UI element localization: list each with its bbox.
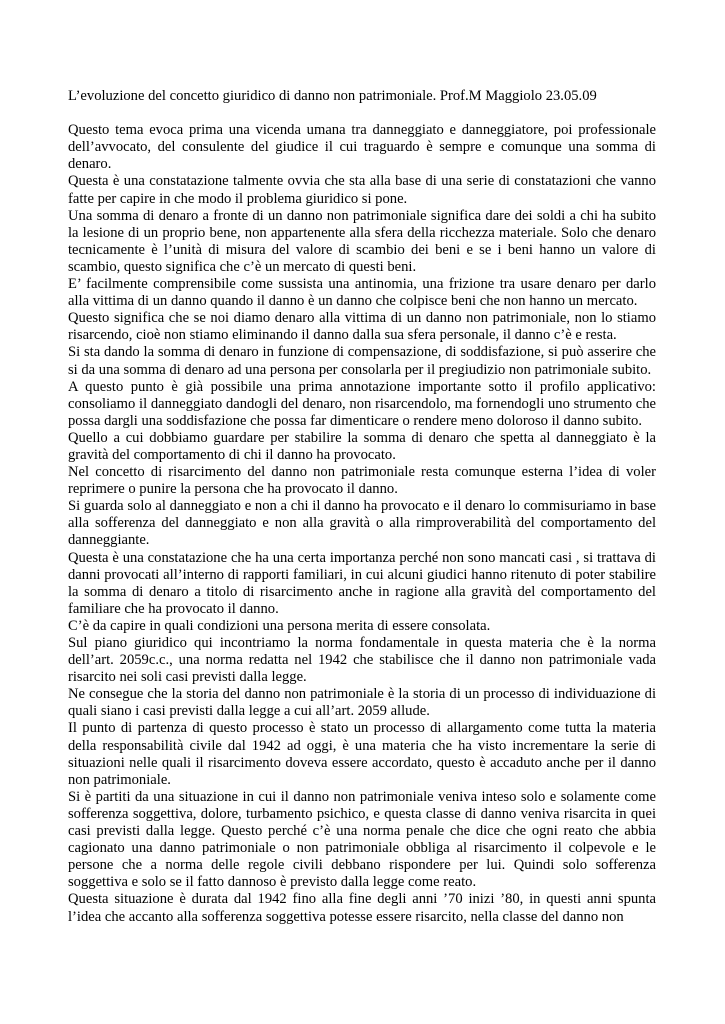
paragraph: Si sta dando la somma di denaro in funzione di compensazione, di soddisfazione, si può asserire che si da una somma di denaro ad una persona per consolarla per il pregiudizio non patrimoniale subito. [68, 344, 656, 378]
paragraph: Si è partiti da una situazione in cui il danno non patrimoniale veniva inteso solo e solamente come sofferenza soggettiva, dolore, turbamento psichico, e questa classe di danno veniva risarcita in quei casi previsti dalla legge. Questo perché c’è una norma penale che dice che ogni reato che abbia cagionato una danno patrimoniale o non patrimoniale obbliga al risarcimento il colpevole e le persone che a norma delle regole civili debbano rispondere per lui. Quindi solo sofferenza soggettiva e solo se il fatto dannoso è previsto dalla legge come reato. [68, 788, 656, 891]
paragraph: Sul piano giuridico qui incontriamo la norma fondamentale in questa materia che è la norma dell’art. 2059c.c., una norma redatta nel 1942 che stabilisce che il danno non patrimoniale vada risarcito nei soli casi previsti dalla legge. [68, 635, 656, 686]
paragraph: Questo tema evoca prima una vicenda umana tra danneggiato e danneggiatore, poi professionale dell’avvocato, del consulente del giudice il cui traguardo è sempre e comunque una somma di denaro. [68, 122, 656, 173]
paragraph: Questa situazione è durata dal 1942 fino alla fine degli anni ’70 inizi ’80, in questi anni spunta l’idea che accanto alla sofferenza soggettiva potesse essere risarcito, nella classe del danno non [68, 891, 656, 925]
paragraph: Questa è una constatazione talmente ovvia che sta alla base di una serie di constatazioni che vanno fatte per capire in che modo il problema giuridico si pone. [68, 173, 656, 207]
paragraph: E’ facilmente comprensibile come sussista una antinomia, una frizione tra usare denaro per darlo alla vittima di un danno quando il danno è un danno che colpisce beni che non hanno un mercato. [68, 276, 656, 310]
paragraph: Questo significa che se noi diamo denaro alla vittima di un danno non patrimoniale, non lo stiamo risarcendo, cioè non stiamo eliminando il danno dalla sua sfera personale, il danno c’è e resta. [68, 310, 656, 344]
paragraph: A questo punto è già possibile una prima annotazione importante sotto il profilo applicativo: consoliamo il danneggiato dandogli del denaro, non risarcendolo, ma fornendogli uno strumento che possa dargli una soddisfazione che possa far dimenticare o rendere meno doloroso il danno subito. [68, 378, 656, 429]
paragraph: Quello a cui dobbiamo guardare per stabilire la somma di denaro che spetta al danneggiato è la gravità del comportamento di chi il danno ha provocato. [68, 429, 656, 463]
document-title: L’evoluzione del concetto giuridico di danno non patrimoniale. Prof.M Maggiolo 23.05.09 [68, 88, 597, 104]
paragraph: Una somma di denaro a fronte di un danno non patrimoniale significa dare dei soldi a chi ha subito la lesione di un proprio bene, non appartenente alla sfera della ricchezza materiale. Solo che denaro tecnicamente è l’unità di misura del valore di scambio dei beni e se i beni hanno un valore di scambio, questo significa che c’è un mercato di questi beni. [68, 207, 656, 275]
paragraph: Il punto di partenza di questo processo è stato un processo di allargamento come tutta la materia della responsabilità civile dal 1942 ad oggi, è una materia che ha visto incrementare la serie di situazioni nelle quali il risarcimento doveva essere accordato, questo è accaduto anche per il danno non patrimoniale. [68, 720, 656, 788]
paragraph: Nel concetto di risarcimento del danno non patrimoniale resta comunque esterna l’idea di voler reprimere o punire la persona che ha provocato il danno. [68, 464, 656, 498]
paragraph: Si guarda solo al danneggiato e non a chi il danno ha provocato e il denaro lo commisuriamo in base alla sofferenza del danneggiato e non alla gravità o alla rimproverabilità del comportamento del danneggiante. [68, 498, 656, 549]
paragraph: Questa è una constatazione che ha una certa importanza perché non sono mancati casi , si trattava di danni provocati all’interno di rapporti familiari, in cui alcuni giudici hanno ritenuto di poter stabilire la somma di denaro a titolo di risarcimento anche in ragione alla gravità del comportamento del familiare che ha provocato il danno. [68, 549, 656, 617]
document-page [68, 88, 656, 926]
paragraph: Ne consegue che la storia del danno non patrimoniale è la storia di un processo di individuazione di quali siano i casi previsti dalla legge a cui all’art. 2059 allude. [68, 686, 656, 720]
paragraph: C’è da capire in quali condizioni una persona merita di essere consolata. [68, 617, 491, 634]
